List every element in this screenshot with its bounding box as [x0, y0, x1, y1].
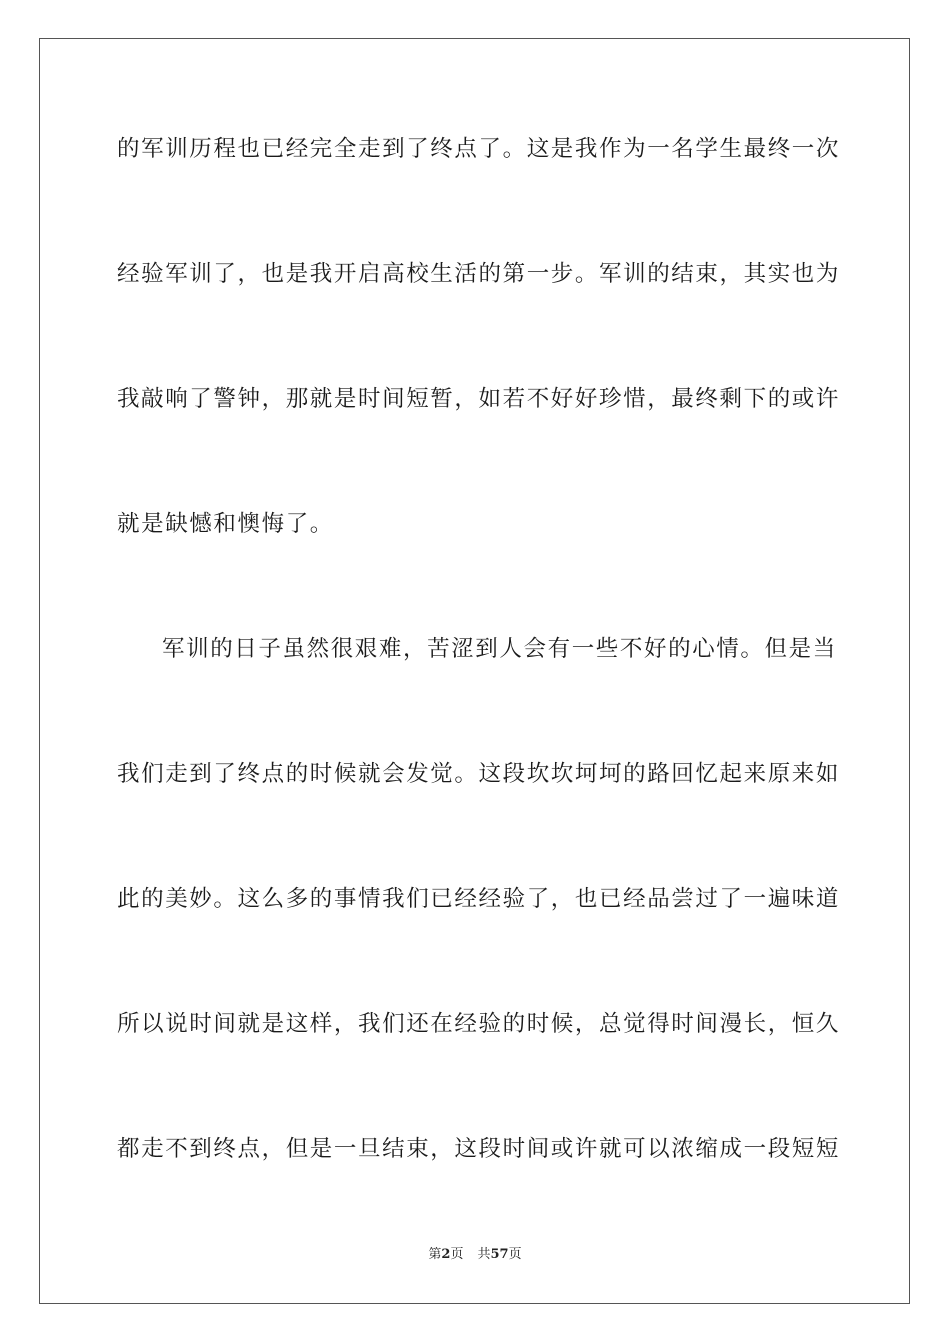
text-line: 我敲响了警钟，那就是时间短暂，如若不好好珍惜，最终剩下的或许 [117, 386, 841, 412]
text-line: 经验军训了，也是我开启高校生活的第一步。军训的结束，其实也为 [117, 261, 841, 287]
total-suffix: 页 [508, 1247, 522, 1262]
paragraph-first-line: 军训的日子虽然很艰难，苦涩到人会有一些不好的心情。但是当 [162, 636, 837, 662]
text-line: 的军训历程也已经完全走到了终点了。这是我作为一名学生最终一次 [117, 136, 841, 162]
page-number: 2 [441, 1247, 451, 1262]
page-footer [0, 1246, 950, 1264]
text-line: 就是缺憾和懊悔了。 [117, 511, 334, 537]
total-pages: 57 [490, 1247, 509, 1262]
text-line: 所以说时间就是这样，我们还在经验的时候，总觉得时间漫长，恒久 [117, 1011, 841, 1037]
text-line: 都走不到终点，但是一旦结束，这段时间或许就可以浓缩成一段短短 [117, 1136, 841, 1162]
text-line: 此的美妙。这么多的事情我们已经经验了，也已经品尝过了一遍味道 [117, 886, 841, 912]
text-line: 我们走到了终点的时候就会发觉。这段坎坎坷坷的路回忆起来原来如 [117, 761, 841, 787]
page-prefix: 第 [428, 1247, 442, 1262]
page-border [39, 38, 910, 1304]
page-suffix: 页 [450, 1247, 464, 1262]
total-prefix: 共 [477, 1247, 491, 1262]
